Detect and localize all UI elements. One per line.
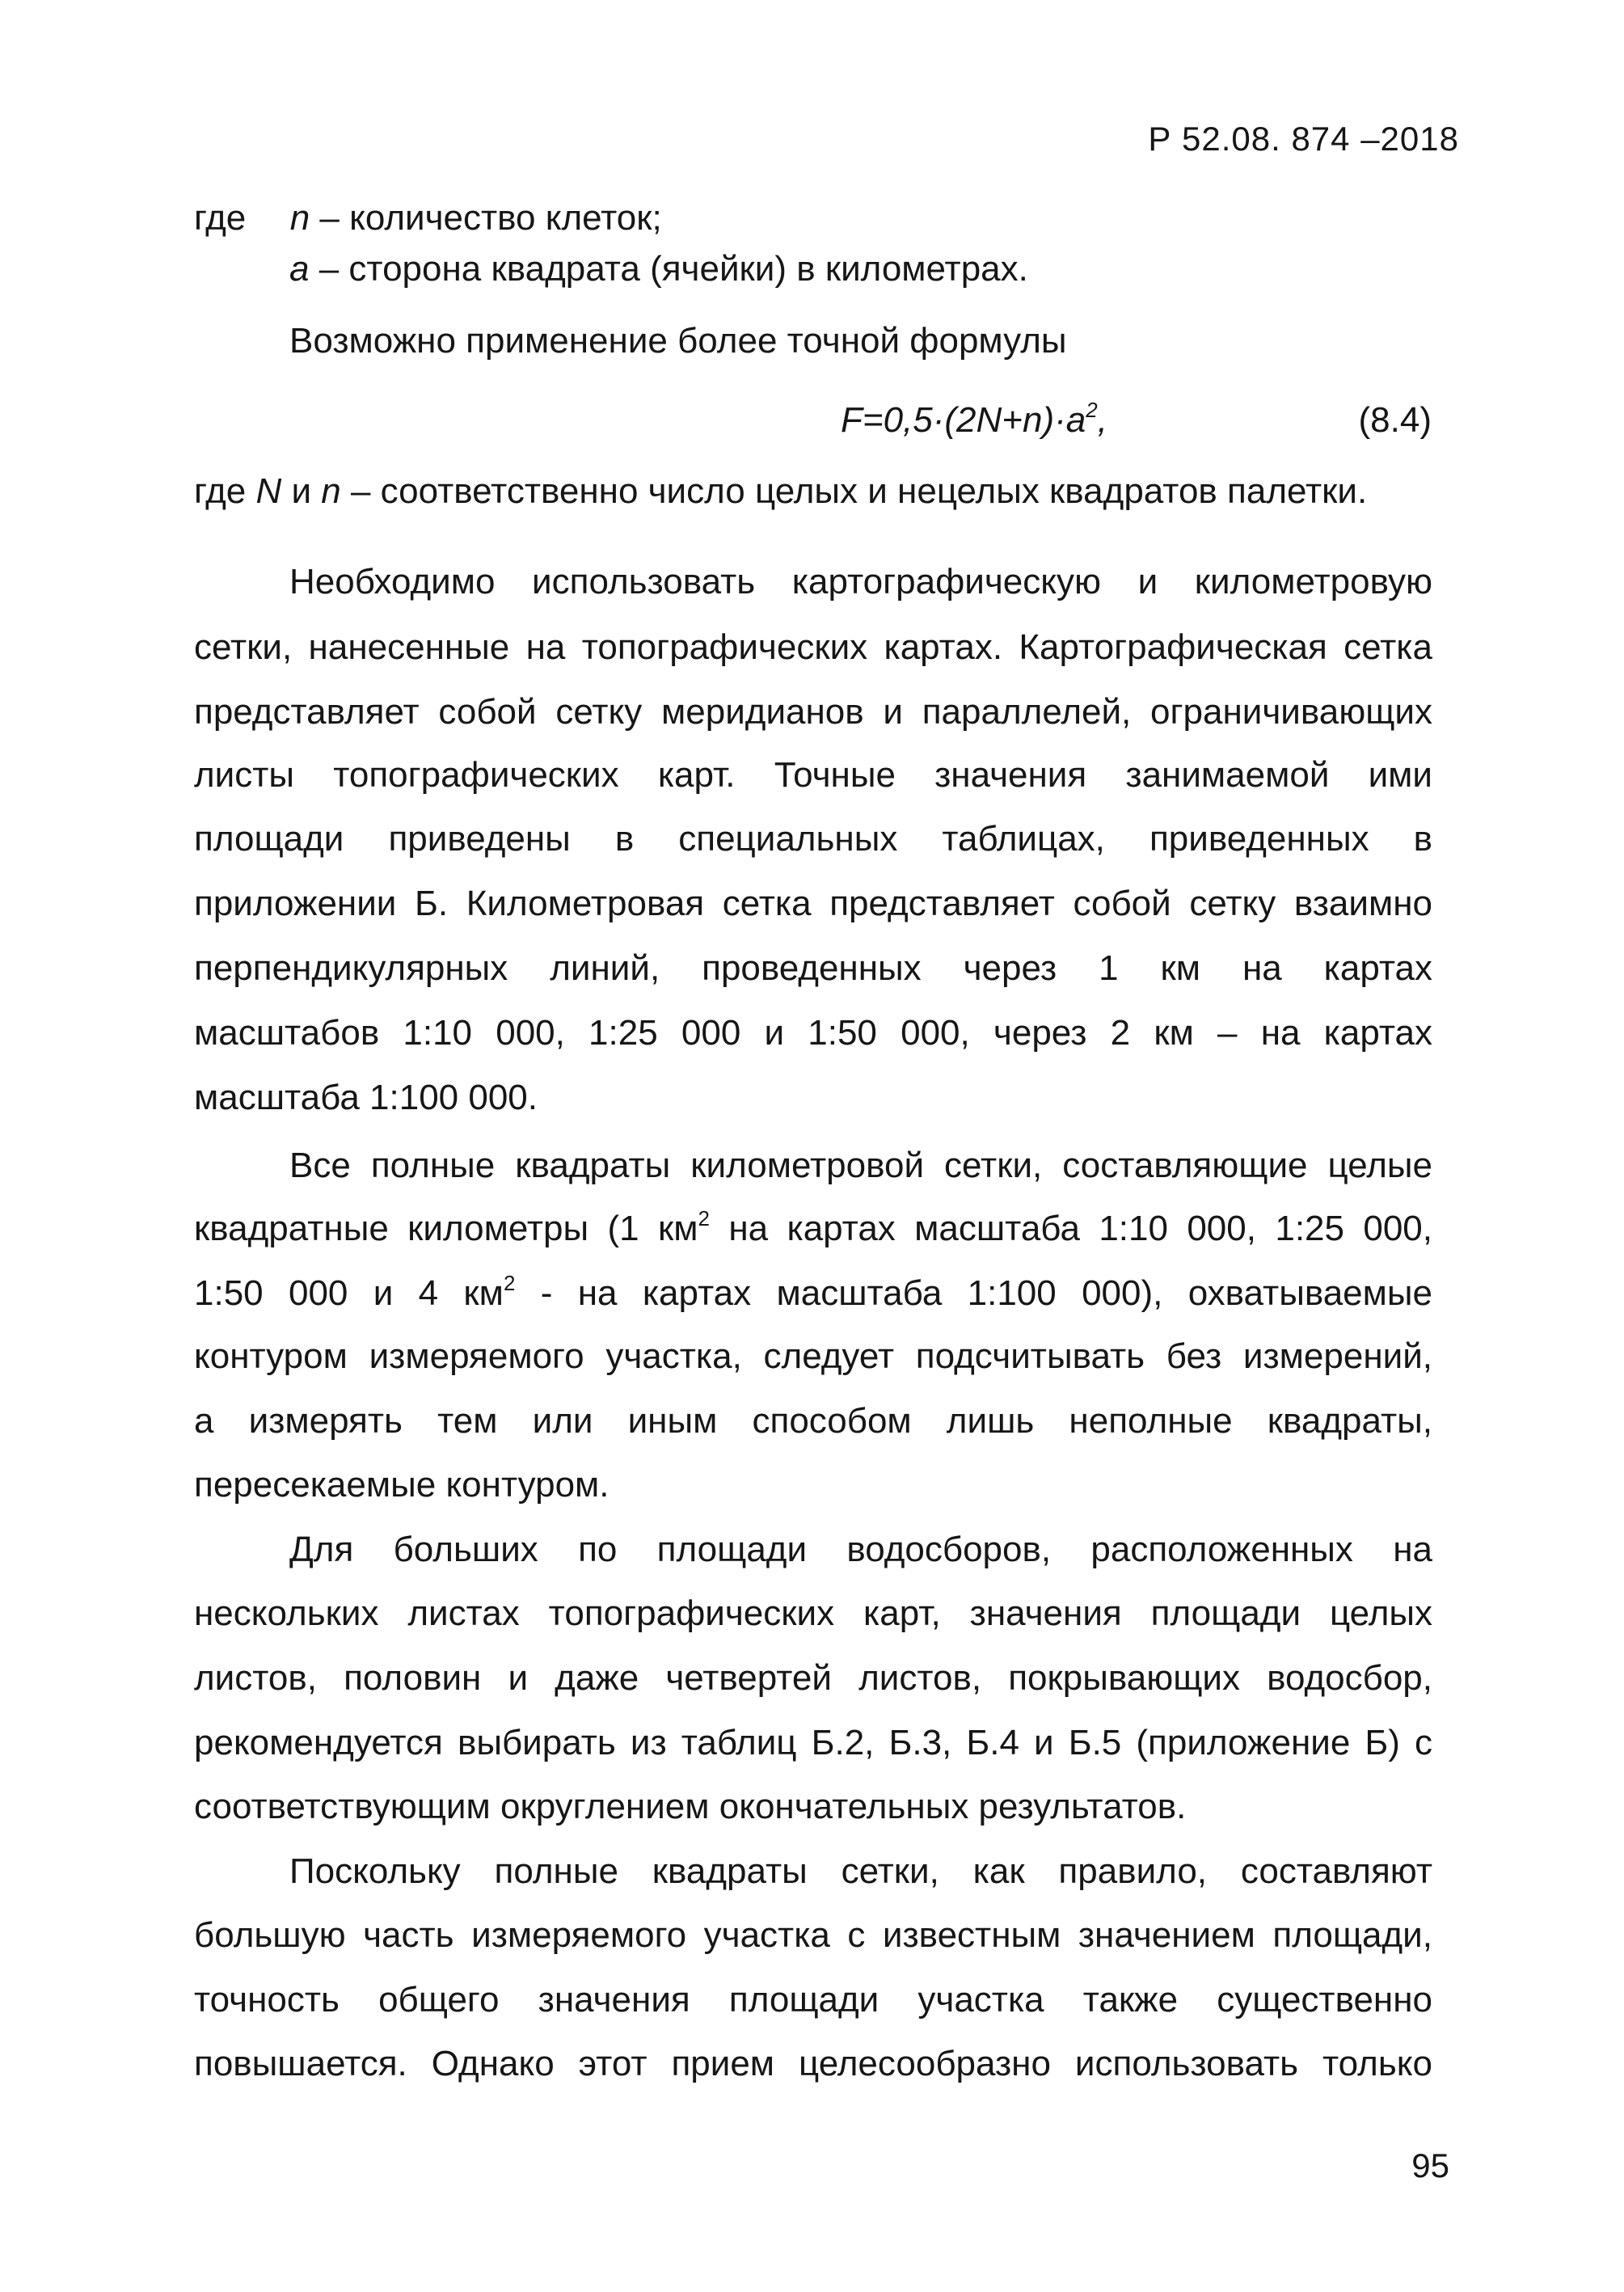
text-fragment: - на картах масштаба 1:100 000), охватываемые (515, 1273, 1432, 1313)
variable-n-2: n (321, 471, 341, 511)
definition-line-a (289, 245, 1028, 293)
superscript: 2 (503, 1271, 516, 1295)
formula-exponent: 2 (1086, 398, 1098, 422)
paragraph-line: соответствующим округлением окончательных результатов. (194, 1787, 1187, 1826)
paragraph-line: масштабов 1:10 000, 1:25 000 и 1:50 000, через 2 км – на картах (194, 1013, 1432, 1053)
variable-n: n (289, 198, 310, 238)
paragraph-line: масштаба 1:100 000. (194, 1078, 538, 1117)
variable-a: a (289, 249, 310, 289)
where-lead: где (194, 471, 256, 511)
paragraph-line: а измерять тем или иным способом лишь неполные квадраты, (194, 1401, 1432, 1441)
paragraph-line: представляет собой сетку меридианов и параллелей, ограничивающих (194, 692, 1432, 732)
paragraph-line: Все полные квадраты километровой сетки, составляющие целые (289, 1146, 1432, 1185)
paragraph-line: Для больших по площади водосборов, расположенных на (289, 1530, 1432, 1569)
paragraph-line: листов, половин и даже четвертей листов, покрывающих водосбор, (194, 1658, 1432, 1698)
definition-a-text: – сторона квадрата (ячейки) в километрах. (309, 249, 1028, 289)
paragraph-line: нескольких листах топографических карт, значения площади целых (194, 1593, 1432, 1633)
paragraph-line: контуром измеряемого участка, следует подсчитывать без измерений, (194, 1336, 1432, 1376)
formula-tail: , (1097, 400, 1107, 440)
text-fragment: квадратные километры (1 км (194, 1209, 698, 1248)
definition-lead-word: где (194, 198, 247, 238)
paragraph-line: площади приведены в специальных таблицах, приведенных в (194, 819, 1432, 859)
formula-8-4 (841, 396, 1107, 445)
formula-body: F=0,5·(2N+n)·a (841, 400, 1086, 440)
paragraph-line: большую часть измеряемого участка с известным значением площади, (194, 1915, 1432, 1955)
equation-number: (8.4) (1358, 400, 1432, 440)
paragraph-line: перпендикулярных линий, проведенных через 1 км на картах (194, 948, 1432, 988)
text-fragment: 1:50 000 и 4 км (194, 1273, 504, 1313)
where-text: – соответственно число целых и нецелых квадратов палетки. (340, 471, 1368, 511)
paragraph-line: приложении Б. Километровая сетка представляет собой сетку взаимно (194, 884, 1432, 923)
paragraph-line: рекомендуется выбирать из таблиц Б.2, Б.3, Б.4 и Б.5 (приложение Б) с (194, 1723, 1432, 1762)
paragraph-line: сетки, нанесенные на топографических картах. Картографическая сетка (194, 627, 1432, 667)
paragraph-line: листы топографических карт. Точные значения занимаемой ими (194, 755, 1432, 795)
paragraph-line: пересекаемые контуром. (194, 1465, 610, 1505)
formula-where-line (194, 467, 1367, 516)
text-fragment: на картах масштаба 1:10 000, 1:25 000, (709, 1209, 1432, 1248)
paragraph-line (194, 1205, 1432, 1253)
document-code-header: Р 52.08. 874 –2018 (1148, 120, 1459, 158)
paragraph-line (194, 1269, 1432, 1318)
formula-intro: Возможно применение более точной формулы (289, 321, 1067, 361)
paragraph-line: точность общего значения площади участка также существенно (194, 1980, 1432, 2020)
definition-line-n (194, 194, 662, 243)
variable-N: N (255, 471, 282, 511)
definition-n-text: – количество клеток; (310, 198, 662, 238)
paragraph-line: Необходимо использовать картографическую и километровую (289, 562, 1432, 601)
paragraph-line: Поскольку полные квадраты сетки, как правило, составляют (289, 1851, 1432, 1891)
page-number: 95 (1411, 2146, 1449, 2184)
paragraph-line: повышается. Однако этот прием целесообразно использовать только (194, 2044, 1432, 2083)
where-mid: и (281, 471, 322, 511)
superscript: 2 (698, 1206, 710, 1230)
